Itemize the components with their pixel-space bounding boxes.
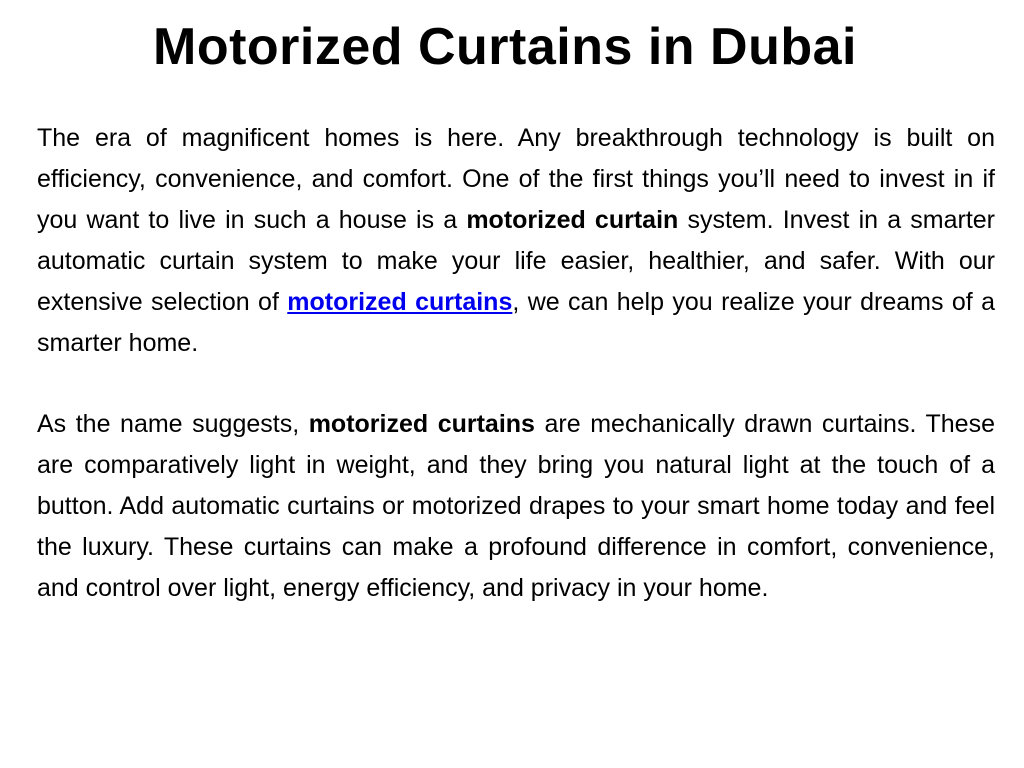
paragraph-intro-text-c: , we can help you realize your dreams of a smarter home. bbox=[37, 288, 995, 357]
keyword-motorized-curtain: motorized curtain bbox=[466, 206, 679, 234]
paragraph-description-text-a: As the name suggests, bbox=[37, 410, 309, 438]
paragraph-description-text-b: are mechanically drawn curtains. These are comparatively light in weight, and they bring you natural light at the touch of a button. Add automatic curtains or motorized drapes to your smart home today and feel the luxury. These curtains can make a profound difference in comfort, convenience, and control over light, energy efficiency, and privacy in your home. bbox=[37, 410, 995, 602]
paragraph-intro-text-b: system. Invest in a smarter automatic curtain system to make your life easier, healthier, and safer. With our extensive selection of bbox=[37, 206, 996, 316]
motorized-curtains-link[interactable]: motorized curtains bbox=[287, 288, 513, 316]
paragraph-intro-text-a: The era of magnificent homes is here. Any breakthrough technology is built on efficiency, convenience, and comfort. One of the first things you’ll need to invest in if you want to live in such a house is a bbox=[37, 124, 995, 234]
page-title: Motorized Curtains in Dubai bbox=[153, 18, 857, 76]
keyword-motorized-curtains: motorized curtains bbox=[308, 410, 535, 438]
paragraph-description bbox=[37, 404, 995, 609]
article-body bbox=[37, 118, 995, 649]
paragraph-intro bbox=[37, 118, 995, 364]
